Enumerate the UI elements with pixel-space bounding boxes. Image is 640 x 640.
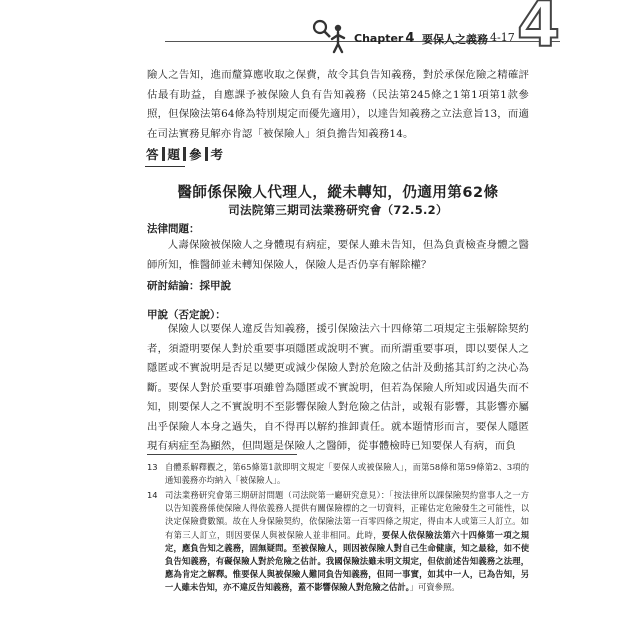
opinion-text: 保險人以要保人違反告知義務，援引保險法六十四條第二項規定主張解除契約者，須證明要保人對於重要事項隱匿或說明不實。而所謂重要事項，即以要保人之隱匿或不實說明是否足以變更或減少保險人對於危險之估計及動搖其訂約之決心為斷。要保人對於重要事項雖曾為隱匿或不實說明，但若為保險人所知或因過失而不知，則要保人之不實說明不至影響保險人對危險之估計，或報有影響，其影響亦屬出乎保險人本身之過失，自不得再以解約推卸責任。就本題情形而言，要保人隱匿現有病症至為顯然，但問題是保險人之醫師，從事體檢時已知要保人有病，而負 — [147, 323, 529, 452]
page-number: 4-17 — [490, 31, 515, 44]
case-subtitle: 司法院第三期司法業務研究會（72.5.2） — [228, 203, 448, 217]
footnote-14 — [147, 489, 529, 595]
footnote-rule — [147, 454, 297, 455]
section-heading-char: 答 — [146, 147, 159, 162]
section-heading — [145, 144, 224, 164]
section-heading-char: 題 — [167, 147, 181, 162]
footnote-text: 司法業務研究會第三期研討問題（司法院第一廳研究意見）：「按法律所以課保險契約當事人之一方以告知義務係使保險人得依義務人提供有關保險標的之一切資料，正確估定危險發生之可能性，以決定保險費數額。故在人身保險契約，依保險法第一百零四條之規定，得由本人或第三人訂立。如有第三人訂立，則因要保人與被保險人並非相同。此時，要保人依保險法第六十四條第一項之規定，應負告知之義務，固無疑問。至被保險人，則因被保險人對自己生命健康，知之最稔，如不使負告知義務，有礙保險人對於危險之估計。我國保險法雖未明文規定，但依前述告知義務之法理，應為肯定之解釋。惟要保人與被保險人難同負告知義務，但同一事實，如其中一人，已為告知，另一人雖未告知，亦不違反告知義務，蓋不影響保險人對危險之估計。」可資參照。 — [165, 490, 529, 593]
conclusion-label: 研討結論：採甲說 — [147, 280, 231, 292]
footnote-13 — [147, 461, 529, 487]
footnote-number: 14 — [147, 490, 158, 500]
footnote-number: 13 — [147, 462, 158, 472]
chapter-title: 要保人之義務 — [422, 33, 488, 46]
section-heading-underline — [145, 166, 185, 167]
chapter-label: Chapter 4 — [354, 31, 415, 46]
opinion-label: 甲說（否定說）： — [147, 309, 226, 321]
legal-question-text: 人壽保險被保險人之身體現有病症，要保人雖未告知，但為負責檢查身體之醫師所知，惟醫師並未轉知保險人，保險人是否仍享有解除權？ — [147, 239, 529, 271]
section-heading-char: 參 — [189, 147, 202, 162]
footnote-text: 自體系解釋觀之，第65條第1款即明文規定「要保人或被保險人」，而第58條和第59條第2、3項的通知義務亦均納入「被保險人」。 — [165, 462, 529, 486]
chapter-badge: 4 — [517, 0, 561, 61]
legal-question-label: 法律問題： — [147, 223, 200, 235]
section-heading-char: 考 — [210, 147, 224, 162]
person-with-magnifier-icon — [308, 16, 350, 58]
case-title: 醫師係保險人代理人，縱未轉知，仍適用第62條 — [177, 185, 499, 201]
paragraph-intro: 險人之告知，進而釐算應收取之保費，故令其負告知義務，對於承保危險之精確評估最有助益，自應課予被保險人負有告知義務（民法第245條之1第1項第1款參照，但保險法第64條為特別規定而優先適用），以達告知義務之立法意旨13，而適在司法實務見解亦肯認「被保險人」須負擔告知義務14。 — [147, 69, 529, 140]
